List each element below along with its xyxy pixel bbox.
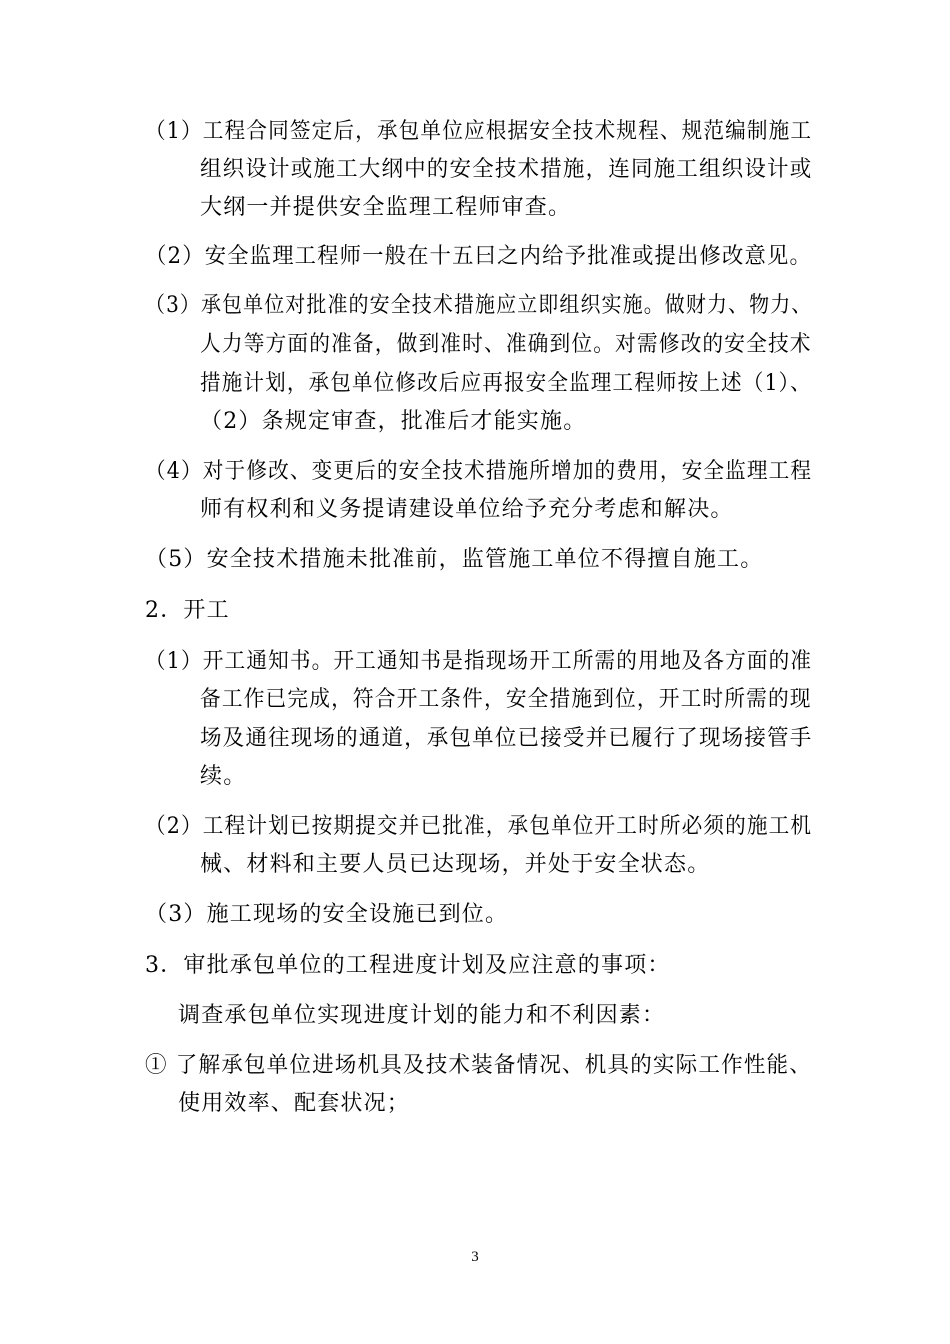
paragraph-4-line-2: 师有权利和义务提请建设单位给予充分考虑和解决。: [200, 497, 734, 522]
paragraph-1-line-3: 大纲一并提供安全监理工程师审查。: [200, 195, 572, 220]
page-number: 3: [471, 1249, 479, 1265]
paragraph-8-line-1: （3）施工现场的安全设施已到位。: [145, 902, 509, 927]
paragraph-6-line-2: 备工作已完成，符合开工条件，安全措施到位，开工时所需的现: [200, 687, 812, 712]
paragraph-3-line-2: 人力等方面的准备，做到准时、准确到位。对需修改的安全技术: [200, 332, 812, 357]
paragraph-2-line-1: （2）安全监理工程师一般在十五曰之内给予批准或提出修改意见。: [145, 244, 812, 269]
paragraph-7-line-2: 械、材料和主要人员已达现场，并处于安全状态。: [200, 852, 711, 877]
paragraph-7-line-1: （2）工程计划已按期提交并已批准，承包单位开工时所必须的施工机: [145, 814, 813, 839]
paragraph-6-line-1: （1）开工通知书。开工通知书是指现场开工所需的用地及各方面的准: [145, 649, 813, 674]
paragraph-1-line-2: 组织设计或施工大纲中的安全技术措施，连同施工组织设计或: [200, 157, 813, 182]
paragraph-3-line-3: 措施计划，承包单位修改后应再报安全监理工程师按上述（1）、: [200, 371, 812, 396]
section-heading-3: 3．审批承包单位的工程进度计划及应注意的事项：: [145, 953, 671, 978]
paragraph-10-line-2: 使用效率、配套状况；: [178, 1091, 411, 1116]
paragraph-6-line-4: 续。: [200, 764, 247, 789]
paragraph-3-line-1: （3）承包单位对批准的安全技术措施应立即组织实施。做财力、物力、: [145, 293, 813, 318]
paragraph-4-line-1: （4）对于修改、变更后的安全技术措施所增加的费用，安全监理工程: [145, 459, 813, 484]
paragraph-5-line-1: （5）安全技术措施未批准前，监管施工单位不得擅自施工。: [145, 547, 764, 572]
paragraph-10-line-1: ① 了解承包单位进场机具及技术装备情况、机具的实际工作性能、: [145, 1053, 812, 1078]
paragraph-1-line-1: （1）工程合同签定后，承包单位应根据安全技术规程、规范编制施工: [145, 119, 813, 144]
paragraph-9-line-1: 调查承包单位实现进度计划的能力和不利因素：: [178, 1003, 666, 1028]
paragraph-3-line-4: （2）条规定审查，批准后才能实施。: [200, 409, 587, 434]
paragraph-6-line-3: 场及通往现场的通道，承包单位已接受并已履行了现场接管手: [200, 726, 813, 751]
section-heading-2: 2．开工: [145, 598, 230, 623]
